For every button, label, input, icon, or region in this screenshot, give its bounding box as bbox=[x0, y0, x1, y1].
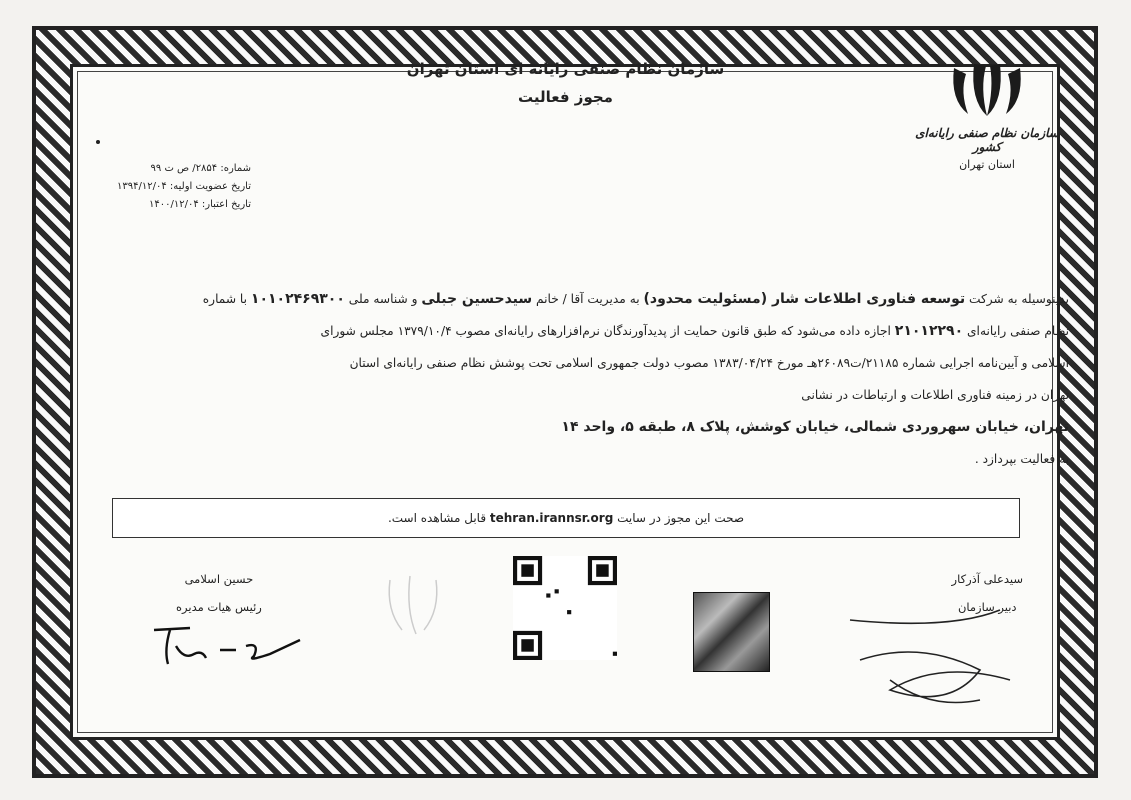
qr-code-icon[interactable] bbox=[513, 556, 617, 660]
certificate-meta bbox=[71, 160, 251, 214]
verification-site-link[interactable]: tehran.irannsr.org bbox=[489, 511, 614, 525]
chairman-name: حسین اسلامی bbox=[184, 572, 254, 586]
logo-org-text: سازمان نظام صنفی رایانه‌ای کشور bbox=[915, 126, 1059, 154]
manager-name: سیدحسین جبلی bbox=[421, 291, 533, 307]
hologram-seal bbox=[693, 592, 770, 672]
certificate-number: شماره: ۲۸۵۴/ ص ت ۹۹ bbox=[150, 163, 251, 174]
validity-date: تاریخ اعتبار: ۱۴۰۰/۱۲/۰۴ bbox=[149, 199, 251, 210]
logo-province: استان تهران bbox=[959, 158, 1015, 171]
secretary-title: دبیر سازمان bbox=[957, 600, 1017, 614]
page-title: سازمان نظام صنفی رایانه ای استان تهران bbox=[406, 60, 725, 78]
chairman-title: رئیس هیات مدیره bbox=[176, 600, 262, 614]
page-subtitle: مجوز فعالیت bbox=[518, 88, 613, 106]
company-name: توسعه فناوری اطلاعات شار (مسئولیت محدود) bbox=[643, 291, 966, 307]
ink-dot bbox=[96, 140, 100, 144]
body-line-6: به فعالیت بپردازد . bbox=[974, 452, 1069, 466]
body-line-4: تهران در زمینه فناوری اطلاعات و ارتباطات در نشانی bbox=[801, 388, 1069, 402]
logo-emblem-icon bbox=[944, 60, 1030, 120]
chairman-signature-icon bbox=[150, 620, 310, 670]
organization-logo bbox=[907, 60, 1067, 200]
address: تهران، خیابان سهروردی شمالی، خیابان کوشش، پلاک ۸، طبقه ۵، واحد ۱۴ bbox=[561, 419, 1069, 435]
verification-notice: صحت این مجوز در سایت tehran.irannsr.org قابل مشاهده است. bbox=[112, 498, 1020, 538]
body-line-2: نظام صنفی رایانه‌ای ۲۱۰۱۲۲۹۰ اجازه داده می‌شود که طبق قانون حمایت از پدیدآورندگان نرم‌افزارهای رایانه‌ای مصوب ۱۳۷۹/۱۰/۴ مجلس شورای bbox=[320, 323, 1069, 339]
body-line-1: بدینوسیله به شرکت توسعه فناوری اطلاعات شار (مسئولیت محدود) به مدیریت آقا / خانم سیدحسین جبلی و شناسه ملی ۱۰۱۰۲۴۶۹۳۰۰ با شماره bbox=[202, 291, 1069, 307]
body-line-3: اسلامی و آیین‌نامه اجرایی شماره ۲۱۱۸۵/ت۲۶۰۸۹هـ مورخ ۱۳۸۳/۰۴/۲۴ مصوب دولت جمهوری اسلامی تحت پوشش نظام صنفی رایانه‌ای استان bbox=[349, 356, 1069, 370]
guild-number: ۲۱۰۱۲۲۹۰ bbox=[894, 323, 964, 339]
secretary-name: سیدعلی آذرکار bbox=[951, 572, 1023, 586]
national-id: ۱۰۱۰۲۴۶۹۳۰۰ bbox=[250, 291, 345, 307]
faint-logo-watermark-icon bbox=[380, 570, 450, 640]
first-membership-date: تاریخ عضویت اولیه: ۱۳۹۴/۱۲/۰۴ bbox=[117, 181, 251, 192]
secretary-signature-icon bbox=[830, 600, 1030, 720]
